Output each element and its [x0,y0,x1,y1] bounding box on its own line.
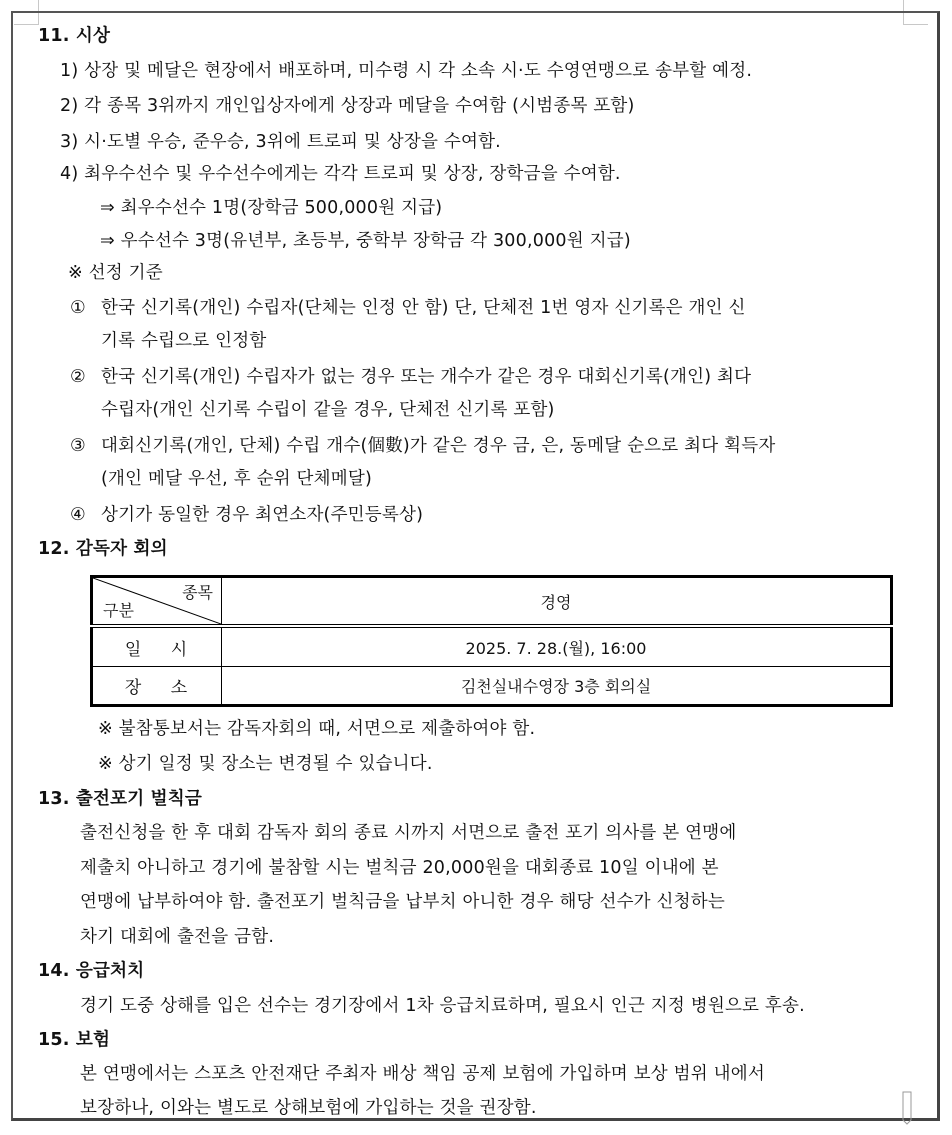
table-row [92,626,892,667]
award-item-1: 1) 상장 및 메달은 현장에서 배포하며, 미수령 시 각 소속 시·도 수영연맹으로 송부할 예정. [60,61,753,81]
row-value-datetime: 2025. 7. 28.(월), 16:00 [222,626,892,667]
penalty-line-2: 제출치 아니하고 경기에 불참할 시는 벌칙금 20,000원을 대회종료 10일 이내에 본 [80,858,719,878]
criteria-num-4: ④ [70,505,86,525]
penalty-line-1: 출전신청을 한 후 대회 감독자 회의 종료 시까지 서면으로 출전 포기 의사를 본 연맹에 [80,823,737,843]
section-12-title: 12. 감독자 회의 [38,539,168,559]
criteria-2-line1: 한국 신기록(개인) 수립자가 없는 경우 또는 개수가 같은 경우 대회신기록(개인) 최다 [101,367,752,387]
penalty-line-4: 차기 대회에 출전을 금함. [80,927,275,947]
criteria-num-1: ① [70,298,86,318]
meeting-table [90,575,893,707]
criteria-1-line2: 기록 수립으로 인정함 [101,331,267,351]
criteria-num-2: ② [70,367,86,387]
table-row [92,667,892,706]
penalty-line-3: 연맹에 납부하여야 함. 출전포기 벌칙금을 납부치 아니한 경우 해당 선수가 신청하는 [80,892,725,912]
award-sub-item-2: ⇒ 우수선수 3명(유년부, 초등부, 중학부 장학금 각 300,000원 지급) [100,231,631,251]
award-item-4: 4) 최우수선수 및 우수선수에게는 각각 트로피 및 상장, 장학금을 수여함. [60,164,621,184]
award-item-3: 3) 시·도별 우승, 준우승, 3위에 트로피 및 상장을 수여함. [60,132,501,152]
paperclip-icon [901,1090,913,1126]
criteria-3-line2: (개인 메달 우선, 후 순위 단체메달) [101,469,372,489]
criteria-1-line1: 한국 신기록(개인) 수립자(단체는 인정 안 함) 단, 단체전 1번 영자 신기록은 개인 신 [101,298,746,318]
criteria-num-3: ③ [70,436,86,456]
section-15-title: 15. 보험 [38,1030,111,1050]
criteria-title: ※ 선정 기준 [68,263,163,283]
row-label-location: 장 소 [92,667,222,706]
first-aid-line: 경기 도중 상해를 입은 선수는 경기장에서 1차 응급치료하며, 필요시 인근 지정 병원으로 후송. [80,996,805,1016]
award-item-2: 2) 각 종목 3위까지 개인입상자에게 상장과 메달을 수여함 (시범종목 포함) [60,96,635,116]
column-header-swimming: 경영 [222,577,892,627]
corner-label-category: 구분 [103,601,134,620]
row-label-datetime: 일 시 [92,626,222,667]
award-sub-item-1: ⇒ 최우수선수 1명(장학금 500,000원 지급) [100,198,443,218]
section-14-title: 14. 응급처치 [38,961,145,981]
meeting-note-1: ※ 불참통보서는 감독자회의 때, 서면으로 제출하여야 함. [98,719,536,739]
insurance-line-1: 본 연맹에서는 스포츠 안전재단 주최자 배상 책임 공제 보험에 가입하며 보상 범위 내에서 [80,1064,765,1084]
section-13-title: 13. 출전포기 벌칙금 [38,789,202,809]
table-corner-cell [92,577,222,627]
meeting-note-2: ※ 상기 일정 및 장소는 변경될 수 있습니다. [98,754,433,774]
corner-label-event: 종목 [182,583,213,602]
criteria-2-line2: 수립자(개인 신기록 수립이 같을 경우, 단체전 신기록 포함) [101,400,555,420]
row-value-location: 김천실내수영장 3층 회의실 [222,667,892,706]
section-11-title: 11. 시상 [38,26,111,46]
criteria-4-line1: 상기가 동일한 경우 최연소자(주민등록상) [101,505,424,525]
criteria-3-line1: 대회신기록(개인, 단체) 수립 개수(個數)가 같은 경우 금, 은, 동메달 순으로 최다 획득자 [101,436,776,456]
insurance-line-2: 보장하나, 이와는 별도로 상해보험에 가입하는 것을 권장함. [80,1098,537,1118]
